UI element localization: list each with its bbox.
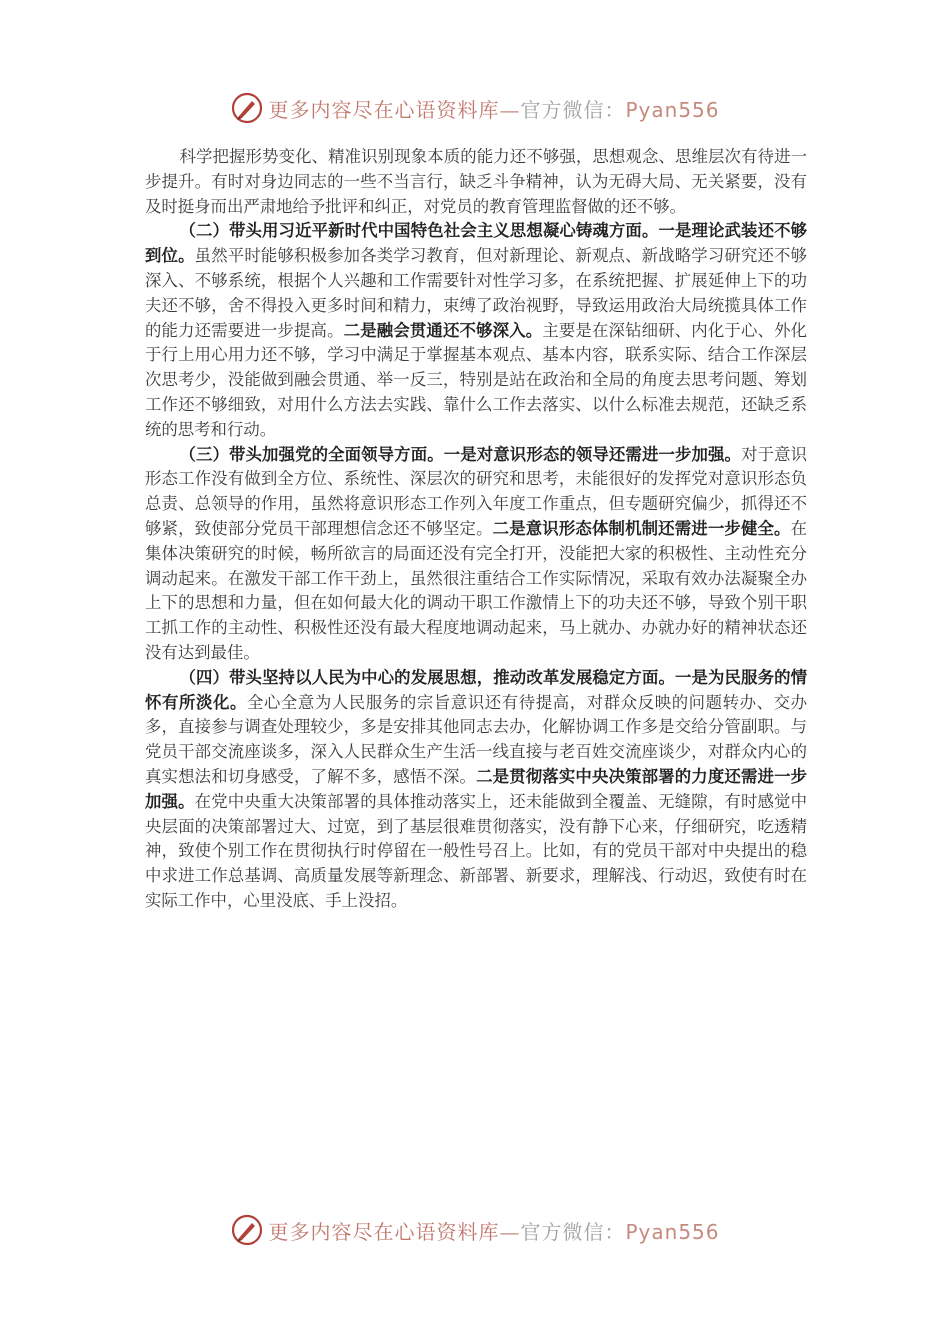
banner-wechat-id: Pyan556 [625, 97, 720, 122]
document-body [145, 145, 807, 914]
banner-brand: 更多内容尽在心语资料库 [268, 97, 500, 122]
paragraph-text: 对于意识形态工作没有做到全方位、系统性、深层次的研究和思考，未能很好的发挥党对意识形态负总责、总领导的作用，虽然将意识形态工作列入年度工作重点，但专题研究偏少，抓得还不够紧，致使部分党员干部理想信念还不够坚定。 [145, 444, 808, 538]
paragraph-text: 科学把握形势变化、精准识别现象本质的能力还不够强，思想观念、思维层次有待进一步提升。有时对身边同志的一些不当言行，缺乏斗争精神，认为无碍大局、无关紧要，没有及时挺身而出严肃地给予批评和纠正，对党员的教育管理监督做的还不够。 [145, 147, 807, 216]
header-banner [0, 90, 950, 126]
paragraph-3 [145, 443, 807, 666]
point-heading: 一是为民服务的情怀有所淡化。 [145, 667, 808, 712]
banner-brand: 更多内容尽在心语资料库 [268, 1219, 500, 1244]
banner-wechat-label: 官方微信： [520, 97, 626, 122]
section-heading: （二）带头用习近平新时代中国特色社会主义思想凝心铸魂方面。 [179, 221, 659, 241]
paragraph-text: 主要是在深钻细研、内化于心、外化于行上用心用力还不够，学习中满足于掌握基本观点、基本内容，联系实际、结合工作深层次思考少，没能做到融会贯通、举一反三，特别是站在政治和全局的角度去思考问题、筹划工作还不够细致，对用什么方法去实践、靠什么工作去落实、以什么标准去规范，还缺乏系统的思考和行动。 [145, 320, 808, 439]
point-heading: 二是贯彻落实中央决策部署的力度还需进一步加强。 [145, 766, 808, 811]
paragraph-4 [145, 666, 807, 914]
banner-dash: — [499, 97, 521, 122]
point-heading: 二是融会贯通还不够深入。 [343, 320, 543, 340]
paragraph-text: 虽然平时能够积极参加各类学习教育，但对新理论、新观点、新战略学习研究还不够深入、不够系统，根据个人兴趣和工作需要针对性学习多，在系统把握、扩展延伸上下的功夫还不够，舍不得投入更多时间和精力，束缚了政治视野，导致运用政治大局统揽具体工作的能力还需要进一步提高。 [145, 246, 808, 340]
banner-dash: — [499, 1219, 521, 1244]
banner-text [268, 94, 719, 123]
footer-banner [0, 1212, 950, 1248]
paragraph-text: 在党中央重大决策部署的具体推动落实上，还未能做到全覆盖、无缝隙，有时感觉中央层面的决策部署过大、过宽，到了基层很难贯彻落实，没有静下心来，仔细研究，吃透精神，致使个别工作在贯彻执行时停留在一般性号召上。比如，有的党员干部对中央提出的稳中求进工作总基调、高质量发展等新理念、新部署、新要求，理解浅、行动迟，致使有时在实际工作中，心里没底、手上没招。 [145, 791, 808, 910]
paragraph-2 [145, 219, 807, 442]
pen-logo-icon [230, 1213, 264, 1247]
point-heading: 一是对意识形态的领导还需进一步加强。 [443, 444, 742, 464]
paragraph-text: 全心全意为人民服务的宗旨意识还有待提高，对群众反映的问题转办、交办多，直接参与调查处理较少，多是安排其他同志去办，化解协调工作多是交给分管副职。与党员干部交流座谈多，深入人民群众生产生活一线直接与老百姓交流座谈少，对群众内心的真实想法和切身感受，了解不多，感悟不深。 [145, 692, 808, 786]
section-heading: （三）带头加强党的全面领导方面。 [179, 444, 444, 464]
banner-wechat-id: Pyan556 [625, 1219, 720, 1244]
pen-logo-icon [230, 91, 264, 125]
point-heading: 二是意识形态体制机制还需进一步健全。 [492, 518, 791, 538]
section-heading: （四）带头坚持以人民为中心的发展思想，推动改革发展稳定方面。 [179, 667, 675, 687]
point-heading: 一是理论武装还不够到位。 [145, 221, 808, 266]
banner-wechat-label: 官方微信： [520, 1219, 626, 1244]
paragraph-1 [145, 145, 807, 219]
paragraph-text: 在集体决策研究的时候，畅所欲言的局面还没有完全打开，没能把大家的积极性、主动性充分调动起来。在激发干部工作干劲上，虽然很注重结合工作实际情况，采取有效办法凝聚全办上下的思想和力量，但在如何最大化的调动干职工作激情上下的功夫还不够，导致个别干职工抓工作的主动性、积极性还没有最大程度地调动起来，马上就办、办就办好的精神状态还没有达到最佳。 [145, 518, 808, 662]
banner-text [268, 1216, 719, 1245]
